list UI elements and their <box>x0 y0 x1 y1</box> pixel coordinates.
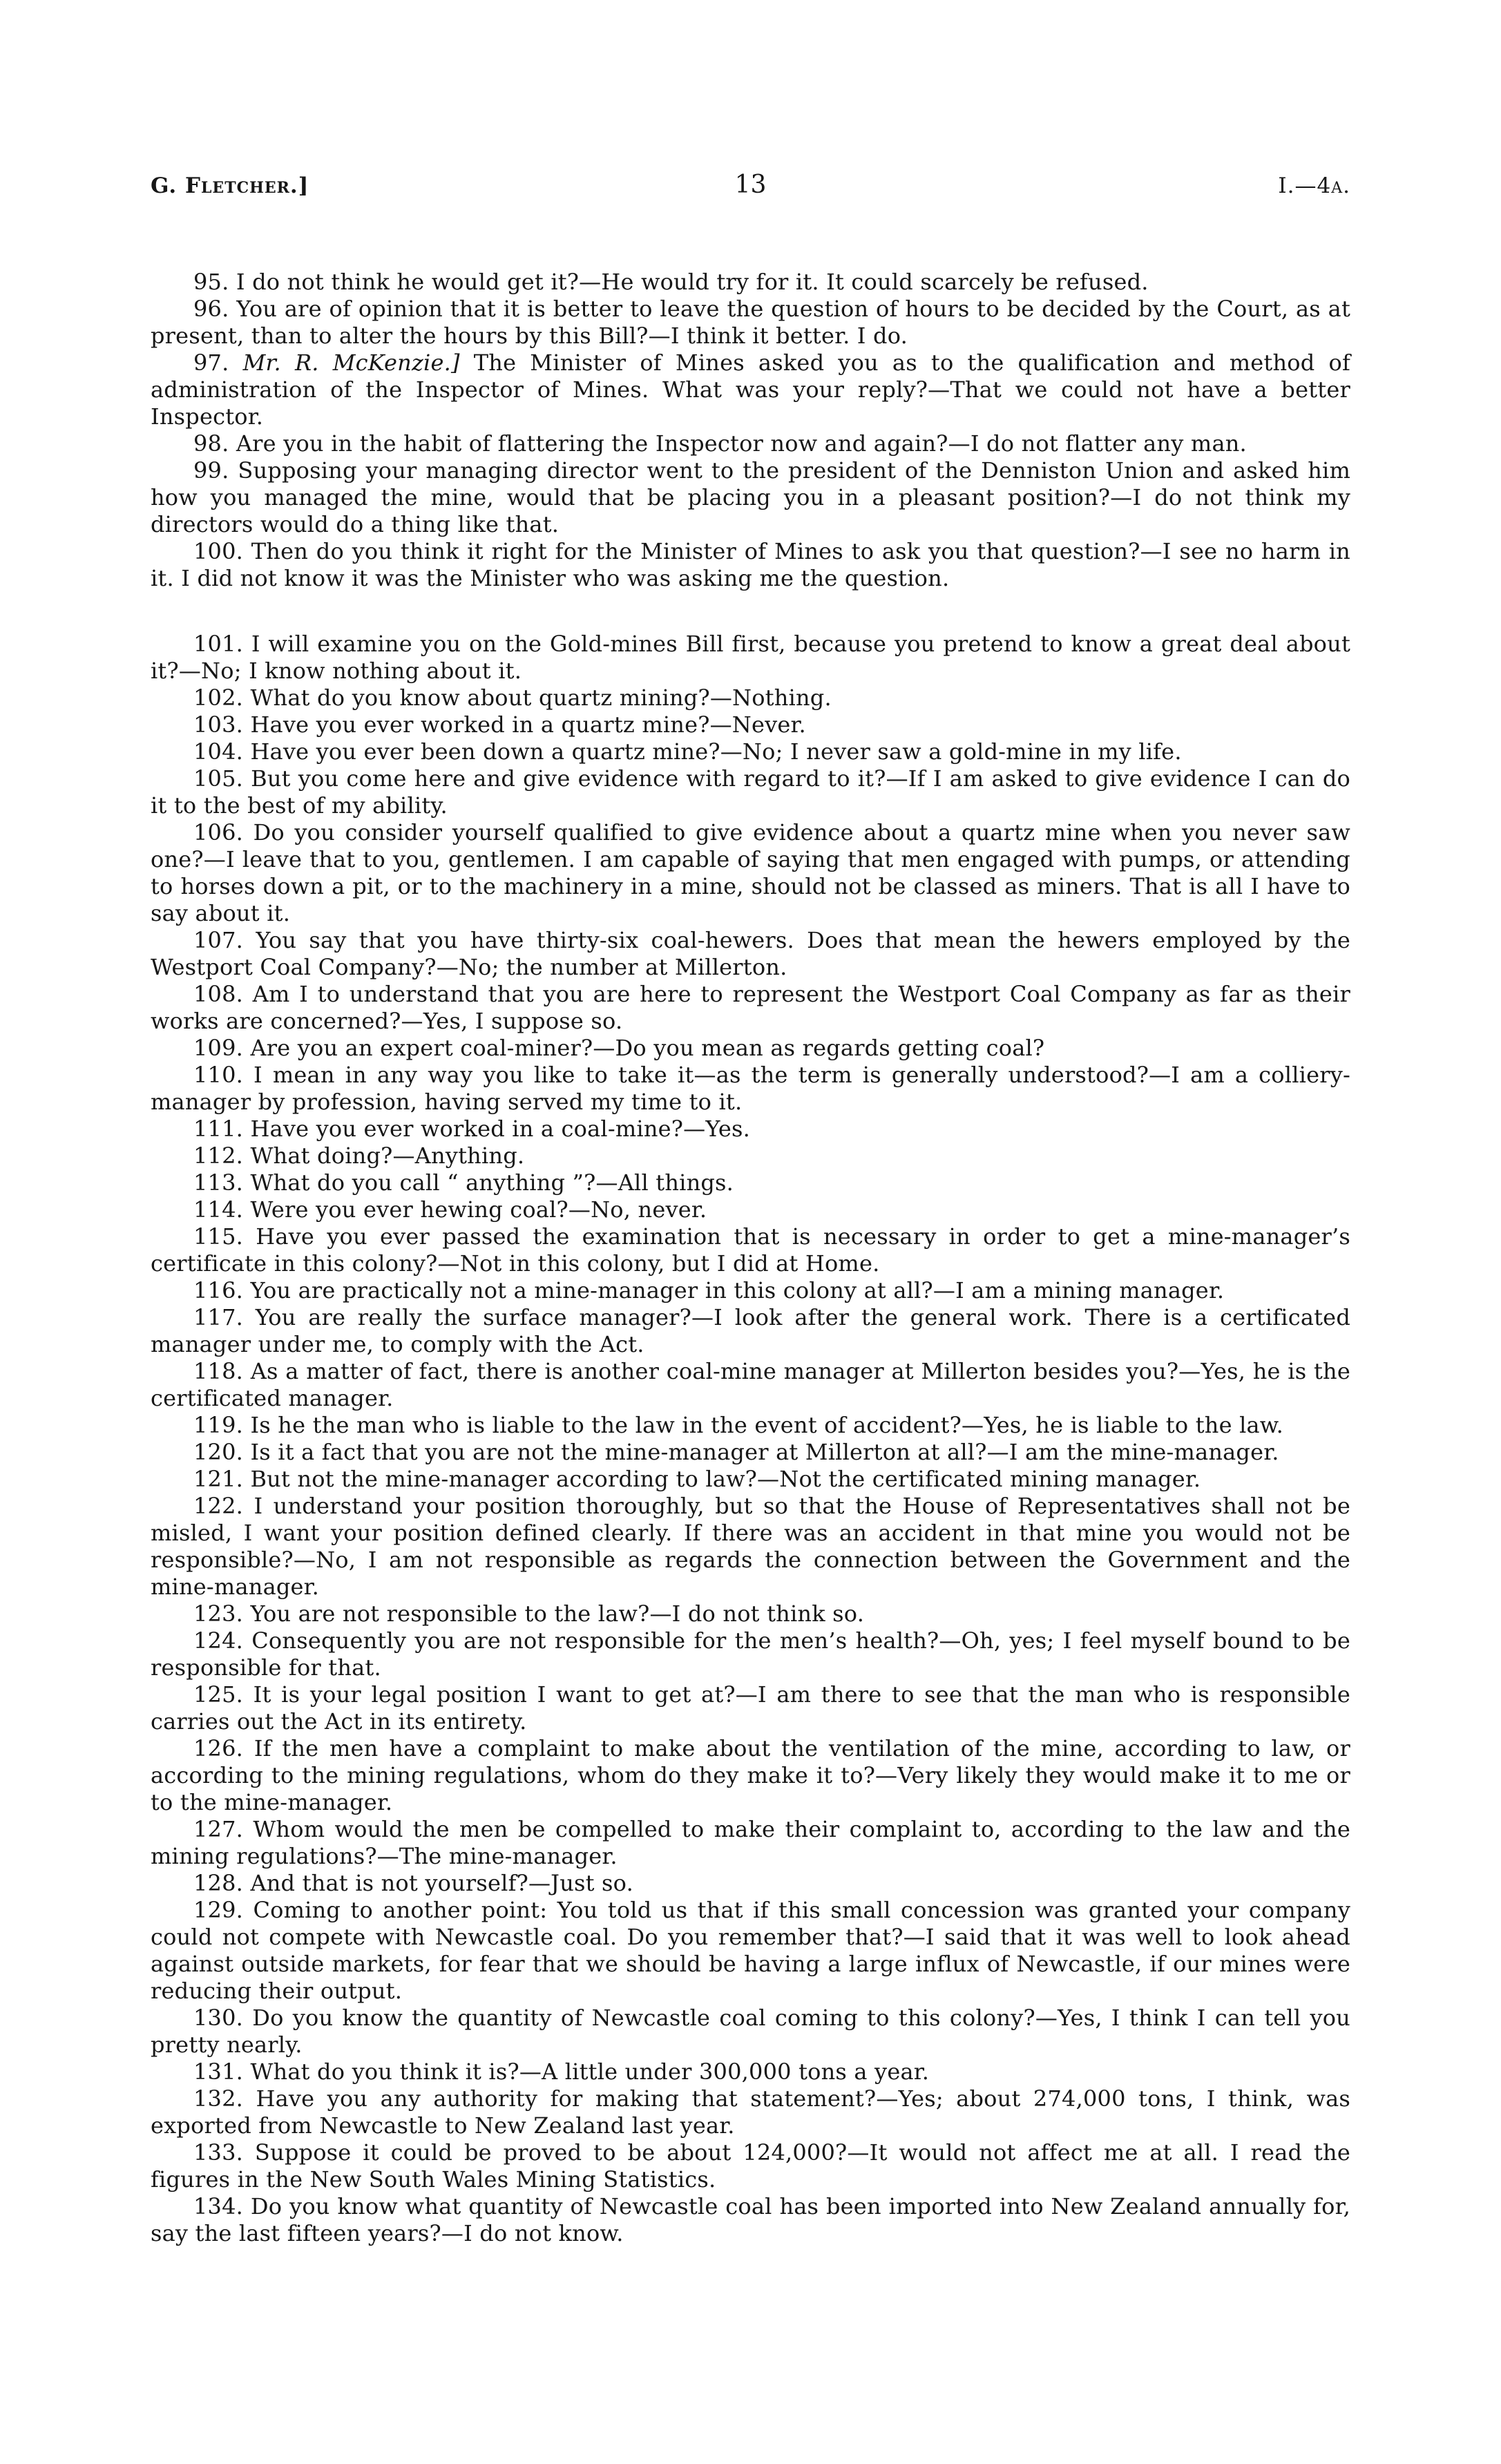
testimony-paragraph <box>151 1627 1350 1681</box>
question-number: 103. <box>193 711 244 738</box>
testimony-paragraph <box>151 685 1350 711</box>
question-number: 132. <box>193 2085 244 2112</box>
testimony-paragraph <box>151 981 1350 1035</box>
question-number: 116. <box>193 1277 244 1303</box>
question-answer-text: What do you call “ anything ”?—All things. <box>250 1169 734 1196</box>
page-number: 13 <box>734 171 767 199</box>
testimony-paragraph <box>151 1412 1350 1439</box>
question-answer-text: Is he the man who is liable to the law in the event of accident?—Yes, he is liable to the law. <box>250 1412 1283 1438</box>
question-number: 122. <box>193 1493 244 1519</box>
question-number: 125. <box>193 1681 244 1708</box>
testimony-paragraph <box>151 296 1350 350</box>
question-answer-text: Have you any authority for making that statement?—Yes; about 274,000 tons, I think, was exported from Newcastle to New Zealand last year. <box>151 2085 1350 2139</box>
testimony-paragraph <box>151 1196 1350 1223</box>
question-answer-text: Have you ever worked in a coal-mine?—Yes. <box>250 1116 751 1142</box>
question-number: 97. <box>193 350 229 376</box>
question-answer-text: Consequently you are not responsible for the men’s health?—Oh, yes; I feel myself bound to be responsible for that. <box>151 1627 1350 1681</box>
testimony-paragraph <box>151 2059 1350 2085</box>
question-number: 95. <box>193 269 229 295</box>
question-number: 133. <box>193 2139 244 2166</box>
testimony-paragraph <box>151 1735 1350 1816</box>
question-number: 107. <box>193 927 244 953</box>
testimony-paragraph <box>151 1277 1350 1304</box>
testimony-paragraph <box>151 711 1350 738</box>
question-answer-text: Are you in the habit of flattering the Inspector now and again?—I do not flatter any man. <box>236 430 1247 457</box>
question-number: 115. <box>193 1223 244 1250</box>
question-number: 105. <box>193 765 244 792</box>
testimony-paragraph <box>151 1493 1350 1601</box>
testimony-paragraph <box>151 1816 1350 1870</box>
question-number: 104. <box>193 738 244 765</box>
question-answer-text: Do you know what quantity of Newcastle coal has been imported into New Zealand annually for, say the last fifteen years?—I do not know. <box>151 2193 1351 2246</box>
question-number: 100. <box>193 538 244 564</box>
testimony-paragraph <box>151 2005 1350 2059</box>
question-answer-text: I will examine you on the Gold-mines Bill first, because you pretend to know a great deal about it?—No; I know nothing about it. <box>151 631 1351 684</box>
question-number: 126. <box>193 1735 244 1761</box>
question-answer-text: The Minister of Mines asked you as to the qualification and method of administration of the Inspector of Mines. What was your reply?—That we could not have a better Inspector. <box>151 350 1351 430</box>
question-number: 109. <box>193 1035 244 1061</box>
question-answer-text: Do you know the quantity of Newcastle coal coming to this colony?—Yes, I think I can tell you pretty nearly. <box>151 2005 1350 2058</box>
question-number: 130. <box>193 2005 244 2031</box>
question-number: 111. <box>193 1116 244 1142</box>
question-number: 119. <box>193 1412 244 1438</box>
question-answer-text: What do you think it is?—A little under 300,000 tons a year. <box>250 2059 930 2085</box>
question-answer-text: You are not responsible to the law?—I do not think so. <box>250 1601 865 1627</box>
witness-name: G. Fletcher.] <box>151 173 309 198</box>
question-answer-text: Have you ever been down a quartz mine?—No; I never saw a gold-mine in my life. <box>250 738 1182 765</box>
testimony-paragraph <box>151 1062 1350 1116</box>
question-answer-text: If the men have a complaint to make about the ventilation of the mine, according to law, or according to the mining regulations, whom do they make it to?—Very likely they would make it to me or to the mine-manager. <box>151 1735 1350 1815</box>
question-answer-text: Do you consider yourself qualified to give evidence about a quartz mine when you never saw one?—I leave that to you, gentlemen. I am capable of saying that men engaged with pumps, or attending to horses down a pit, or to the machinery in a mine, should not be classed as miners. That is all I have to say about it. <box>151 819 1351 926</box>
question-answer-text: Have you ever passed the examination that is necessary in order to get a mine-manager’s certificate in this colony?—Not in this colony, but I did at Home. <box>151 1223 1351 1277</box>
testimony-paragraph <box>151 350 1350 430</box>
question-number: 113. <box>193 1169 244 1196</box>
question-answer-text: You say that you have thirty-six coal-hewers. Does that mean the hewers employed by the Westport Coal Company?—No; the number at Millerton. <box>151 927 1351 980</box>
question-answer-text: Is it a fact that you are not the mine-manager at Millerton at all?—I am the mine-manager. <box>250 1439 1279 1465</box>
question-number: 102. <box>193 685 244 711</box>
testimony-paragraph <box>151 2085 1350 2139</box>
question-answer-text: I understand your position thoroughly, but so that the House of Representatives shall not be misled, I want your position defined clearly. If there was an accident in that mine you would not be responsible?—No, I am not responsible as regards the connection between the Government and the mine-manager. <box>151 1493 1350 1600</box>
question-number: 120. <box>193 1439 244 1465</box>
question-number: 108. <box>193 981 244 1007</box>
testimony-paragraph <box>151 430 1350 457</box>
question-number: 112. <box>193 1143 244 1169</box>
testimony-paragraph <box>151 2193 1350 2247</box>
question-answer-text: As a matter of fact, there is another coal-mine manager at Millerton besides you?—Yes, he is the certificated manager. <box>151 1358 1350 1411</box>
question-answer-text: Whom would the men be compelled to make their complaint to, according to the law and the mining regulations?—The mine-manager. <box>151 1816 1350 1869</box>
question-answer-text: Supposing your managing director went to the president of the Denniston Union and asked him how you managed the mine, would that be placing you in a pleasant position?—I do not think my directors would do a thing like that. <box>151 457 1351 537</box>
testimony-paragraph <box>151 1466 1350 1493</box>
testimony-paragraph <box>151 631 1350 685</box>
testimony-paragraph <box>151 738 1350 765</box>
testimony-paragraph <box>151 1897 1350 2005</box>
testimony-paragraph <box>151 2139 1350 2193</box>
testimony-paragraph <box>151 1870 1350 1897</box>
testimony-paragraph <box>151 457 1350 538</box>
question-number: 127. <box>193 1816 244 1842</box>
question-answer-text: You are of opinion that it is better to leave the question of hours to be decided by the Court, as at present, than to alter the hours by this Bill?—I think it better. I do. <box>151 296 1351 349</box>
question-answer-text: Are you an expert coal-miner?—Do you mean as regards getting coal? <box>250 1035 1045 1061</box>
question-number: 106. <box>193 819 244 846</box>
testimony-section-1 <box>151 269 1350 592</box>
testimony-paragraph <box>151 538 1350 592</box>
paper-reference: I.—4a. <box>1278 173 1350 198</box>
question-number: 123. <box>193 1601 244 1627</box>
question-answer-text: Coming to another point: You told us that if this small concession was granted your company could not compete with Newcastle coal. Do you remember that?—I said that it was well to look ahead against outside markets, for fear that we should be having a large influx of Newcastle, if our mines were reducing their output. <box>151 1897 1350 2004</box>
testimony-paragraph <box>151 1681 1350 1735</box>
question-number: 121. <box>193 1466 244 1492</box>
question-answer-text: And that is not yourself?—Just so. <box>250 1870 633 1896</box>
testimony-paragraph <box>151 1143 1350 1169</box>
testimony-paragraph <box>151 819 1350 927</box>
question-number: 134. <box>193 2193 244 2219</box>
question-answer-text: You are practically not a mine-manager in this colony at all?—I am a mining manager. <box>250 1277 1225 1303</box>
question-answer-text: But you come here and give evidence with regard to it?—If I am asked to give evidence I can do it to the best of my ability. <box>151 765 1350 819</box>
testimony-paragraph <box>151 1439 1350 1466</box>
question-answer-text: Am I to understand that you are here to represent the Westport Coal Company as far as their works are concerned?—Yes, I suppose so. <box>151 981 1351 1034</box>
question-number: 110. <box>193 1062 244 1088</box>
testimony-paragraph <box>151 1304 1350 1358</box>
question-number: 131. <box>193 2059 244 2085</box>
question-number: 96. <box>193 296 229 322</box>
testimony-paragraph <box>151 269 1350 296</box>
question-answer-text: But not the mine-manager according to law?—Not the certificated mining manager. <box>250 1466 1201 1492</box>
testimony-paragraph <box>151 1601 1350 1627</box>
running-header <box>151 173 1350 198</box>
question-number: 118. <box>193 1358 244 1384</box>
question-answer-text: Have you ever worked in a quartz mine?—Never. <box>250 711 806 738</box>
question-number: 128. <box>193 1870 244 1896</box>
question-answer-text: Were you ever hewing coal?—No, never. <box>250 1196 707 1223</box>
testimony-paragraph <box>151 927 1350 981</box>
question-number: 114. <box>193 1196 244 1223</box>
question-number: 99. <box>193 457 229 484</box>
question-answer-text: I mean in any way you like to take it—as the term is generally understood?—I am a colliery-manager by profession, having served my time to it. <box>151 1062 1350 1115</box>
question-number: 117. <box>193 1304 244 1330</box>
question-answer-text: You are really the surface manager?—I look after the general work. There is a certificated manager under me, to comply with the Act. <box>151 1304 1350 1357</box>
testimony-paragraph <box>151 1035 1350 1062</box>
examiner-name: Mr. R. McKenzie.] <box>242 350 460 376</box>
testimony-section-2 <box>151 631 1350 2247</box>
question-answer-text: Then do you think it right for the Minister of Mines to ask you that question?—I see no harm in it. I did not know it was the Minister who was asking me the question. <box>151 538 1350 591</box>
testimony-paragraph <box>151 765 1350 819</box>
testimony-paragraph <box>151 1116 1350 1143</box>
testimony-paragraph <box>151 1358 1350 1412</box>
question-answer-text: Suppose it could be proved to be about 124,000?—It would not affect me at all. I read the figures in the New South Wales Mining Statistics. <box>151 2139 1350 2193</box>
question-answer-text: What do you know about quartz mining?—Nothing. <box>250 685 832 711</box>
testimony-paragraph <box>151 1169 1350 1196</box>
question-answer-text: It is your legal position I want to get at?—I am there to see that the man who is responsible carries out the Act in its entirety. <box>151 1681 1350 1735</box>
question-number: 98. <box>193 430 229 457</box>
testimony-body <box>151 269 1350 2247</box>
testimony-paragraph <box>151 1223 1350 1277</box>
question-number: 129. <box>193 1897 244 1923</box>
question-answer-text: I do not think he would get it?—He would try for it. It could scarcely be refused. <box>236 269 1149 295</box>
question-answer-text: What doing?—Anything. <box>250 1143 525 1169</box>
question-number: 101. <box>193 631 244 657</box>
question-number: 124. <box>193 1627 244 1654</box>
